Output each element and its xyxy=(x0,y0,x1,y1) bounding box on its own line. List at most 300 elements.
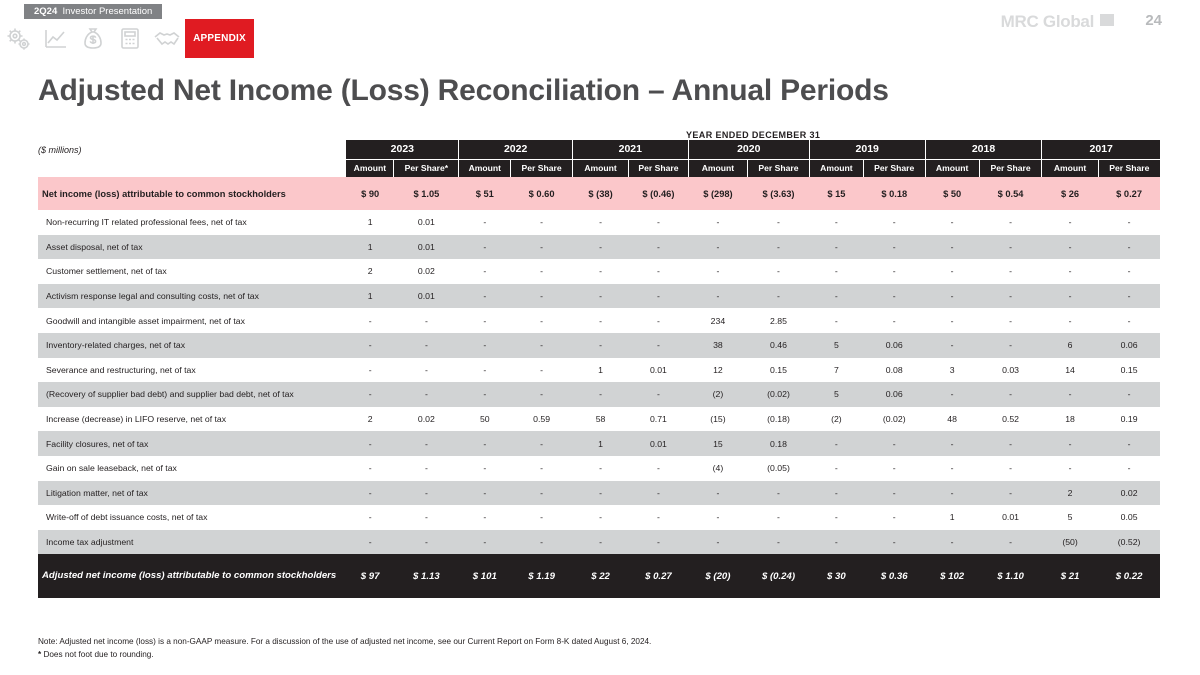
page-number: 24 xyxy=(1145,12,1162,29)
cell: - xyxy=(863,530,925,555)
cell: - xyxy=(925,530,979,555)
footnote-star-text: Does not foot due to rounding. xyxy=(41,649,154,659)
cell: 0.01 xyxy=(394,210,459,235)
sub-header-amount-2017: Amount xyxy=(1042,159,1098,177)
cell: $ 0.60 xyxy=(511,177,573,210)
cell: $ 0.22 xyxy=(1098,554,1160,598)
cell: - xyxy=(572,505,628,530)
handshake-icon xyxy=(148,19,185,58)
cell: - xyxy=(394,333,459,358)
table-row xyxy=(38,308,1160,333)
cell: - xyxy=(572,308,628,333)
cell: 0.18 xyxy=(748,431,810,456)
cell: 0.15 xyxy=(748,358,810,383)
cell: $ 1.05 xyxy=(394,177,459,210)
cell: 1 xyxy=(572,431,628,456)
cell: - xyxy=(629,382,689,407)
cell: $ 101 xyxy=(459,554,511,598)
page-title: Adjusted Net Income (Loss) Reconciliation – Annual Periods xyxy=(38,74,889,107)
row-label: Customer settlement, net of tax xyxy=(38,259,346,284)
cell: 0.03 xyxy=(979,358,1042,383)
cell: - xyxy=(979,481,1042,506)
row-label: (Recovery of supplier bad debt) and supplier bad debt, net of tax xyxy=(38,382,346,407)
sub-header-amount-2019: Amount xyxy=(809,159,863,177)
footnote-star-marker: * xyxy=(38,649,42,659)
cell: 0.08 xyxy=(863,358,925,383)
cell: $ 1.10 xyxy=(979,554,1042,598)
cell: $ (298) xyxy=(688,177,748,210)
cell: - xyxy=(688,235,748,260)
cell: 50 xyxy=(459,407,511,432)
cell: - xyxy=(1098,235,1160,260)
row-label: Net income (loss) attributable to common stockholders xyxy=(38,177,346,210)
table-row xyxy=(38,382,1160,407)
cell: 0.01 xyxy=(629,358,689,383)
cell: - xyxy=(572,456,628,481)
footnote-note: Note: Adjusted net income (loss) is a non-GAAP measure. For a discussion of the use of adjusted net income, see our Current Report on Form 8-K dated August 6, 2024. xyxy=(38,637,652,647)
cell: $ 22 xyxy=(572,554,628,598)
cell: - xyxy=(863,308,925,333)
cell: - xyxy=(809,530,863,555)
table-row xyxy=(38,530,1160,555)
cell: - xyxy=(459,382,511,407)
presentation-tab xyxy=(24,4,162,19)
cell: - xyxy=(459,210,511,235)
sub-header-amount-2021: Amount xyxy=(572,159,628,177)
sub-header-pershare-2018: Per Share xyxy=(979,159,1042,177)
cell: - xyxy=(809,431,863,456)
cell: - xyxy=(459,505,511,530)
net-income-row xyxy=(38,177,1160,210)
cell: - xyxy=(809,235,863,260)
sub-header-amount-2022: Amount xyxy=(459,159,511,177)
cell: - xyxy=(346,431,394,456)
period-header-row xyxy=(38,130,1160,140)
cell: 2 xyxy=(346,259,394,284)
cell: - xyxy=(809,456,863,481)
table-row xyxy=(38,284,1160,309)
cell: - xyxy=(1098,431,1160,456)
table-row xyxy=(38,333,1160,358)
cell: 1 xyxy=(346,284,394,309)
cell: $ 90 xyxy=(346,177,394,210)
cell: 12 xyxy=(688,358,748,383)
cell: $ 0.18 xyxy=(863,177,925,210)
cell: 5 xyxy=(809,333,863,358)
sub-header-amount-2020: Amount xyxy=(688,159,748,177)
cell: - xyxy=(394,431,459,456)
cell: - xyxy=(511,505,573,530)
cell: - xyxy=(511,358,573,383)
cell: (2) xyxy=(809,407,863,432)
cell: - xyxy=(1098,456,1160,481)
header-icon-strip xyxy=(0,19,254,58)
cell: 18 xyxy=(1042,407,1098,432)
row-label: Asset disposal, net of tax xyxy=(38,235,346,260)
cell: - xyxy=(394,358,459,383)
cell: 0.52 xyxy=(979,407,1042,432)
cell: - xyxy=(979,333,1042,358)
cell: - xyxy=(688,284,748,309)
cell: - xyxy=(748,530,810,555)
cell: - xyxy=(925,259,979,284)
appendix-badge: APPENDIX xyxy=(185,19,254,58)
cell: - xyxy=(1042,210,1098,235)
cell: - xyxy=(629,505,689,530)
cell: (0.02) xyxy=(863,407,925,432)
cell: - xyxy=(394,456,459,481)
cell: - xyxy=(1042,431,1098,456)
cell: - xyxy=(925,382,979,407)
cell: $ 21 xyxy=(1042,554,1098,598)
cell: - xyxy=(629,481,689,506)
cell: $ 0.36 xyxy=(863,554,925,598)
year-header-2018: 2018 xyxy=(925,140,1042,159)
table-row xyxy=(38,431,1160,456)
cell: - xyxy=(511,308,573,333)
year-header-2022: 2022 xyxy=(459,140,573,159)
cell: - xyxy=(1042,456,1098,481)
cell: - xyxy=(572,530,628,555)
cell: $ 50 xyxy=(925,177,979,210)
cell: 234 xyxy=(688,308,748,333)
cell: (50) xyxy=(1042,530,1098,555)
row-label: Goodwill and intangible asset impairment, net of tax xyxy=(38,308,346,333)
cell: - xyxy=(863,481,925,506)
cell: 0.06 xyxy=(1098,333,1160,358)
cell: (4) xyxy=(688,456,748,481)
sub-header-pershare-2020: Per Share xyxy=(748,159,810,177)
cell: 2 xyxy=(1042,481,1098,506)
cell: $ 0.27 xyxy=(1098,177,1160,210)
cell: - xyxy=(688,530,748,555)
cell: - xyxy=(1098,284,1160,309)
cell: - xyxy=(459,456,511,481)
cell: - xyxy=(346,505,394,530)
cell: 0.19 xyxy=(1098,407,1160,432)
cell: - xyxy=(748,259,810,284)
cell: - xyxy=(688,481,748,506)
cell: (2) xyxy=(688,382,748,407)
cell: - xyxy=(748,481,810,506)
cell: - xyxy=(511,431,573,456)
table-row xyxy=(38,259,1160,284)
table-row xyxy=(38,481,1160,506)
cell: (0.02) xyxy=(748,382,810,407)
cell: - xyxy=(1042,308,1098,333)
cell: 5 xyxy=(1042,505,1098,530)
adjusted-net-income-row xyxy=(38,554,1160,598)
cell: - xyxy=(394,505,459,530)
cell: - xyxy=(688,259,748,284)
cell: - xyxy=(629,284,689,309)
cell: 0.15 xyxy=(1098,358,1160,383)
cell: - xyxy=(459,431,511,456)
company-name: MRC Global xyxy=(1000,12,1094,31)
cell: - xyxy=(346,456,394,481)
cell: - xyxy=(979,308,1042,333)
cell: - xyxy=(459,333,511,358)
cell: - xyxy=(863,235,925,260)
cell: $ (20) xyxy=(688,554,748,598)
cell: - xyxy=(1098,259,1160,284)
cell: - xyxy=(925,210,979,235)
table-row xyxy=(38,210,1160,235)
cell: $ 26 xyxy=(1042,177,1098,210)
cell: 0.71 xyxy=(629,407,689,432)
row-label: Gain on sale leaseback, net of tax xyxy=(38,456,346,481)
cell: - xyxy=(979,431,1042,456)
cell: 15 xyxy=(688,431,748,456)
cell: - xyxy=(748,210,810,235)
cell: - xyxy=(809,505,863,530)
cell: 1 xyxy=(346,235,394,260)
tab-quarter: 2Q24 xyxy=(34,6,58,17)
cell: $ 0.27 xyxy=(629,554,689,598)
cell: - xyxy=(1042,235,1098,260)
calculator-icon xyxy=(111,19,148,58)
cell: 2.85 xyxy=(748,308,810,333)
cell: - xyxy=(979,259,1042,284)
row-label: Income tax adjustment xyxy=(38,530,346,555)
cell: $ 51 xyxy=(459,177,511,210)
cell: $ 1.19 xyxy=(511,554,573,598)
cell: - xyxy=(629,530,689,555)
sub-header-amount-2018: Amount xyxy=(925,159,979,177)
cell: - xyxy=(809,259,863,284)
cell: - xyxy=(925,431,979,456)
row-label: Inventory-related charges, net of tax xyxy=(38,333,346,358)
cell: - xyxy=(572,284,628,309)
cell: - xyxy=(629,308,689,333)
cell: 0.02 xyxy=(1098,481,1160,506)
cell: - xyxy=(1042,259,1098,284)
cell: - xyxy=(688,505,748,530)
cell: - xyxy=(925,284,979,309)
cell: 0.01 xyxy=(979,505,1042,530)
cell: - xyxy=(748,505,810,530)
cell: - xyxy=(748,284,810,309)
cell: - xyxy=(748,235,810,260)
cell: 0.46 xyxy=(748,333,810,358)
cell: - xyxy=(629,456,689,481)
sub-header-pershare-2017: Per Share xyxy=(1098,159,1160,177)
cell: - xyxy=(572,382,628,407)
cell: - xyxy=(979,530,1042,555)
cell: - xyxy=(979,456,1042,481)
year-header-2020: 2020 xyxy=(688,140,809,159)
cell: 1 xyxy=(925,505,979,530)
row-label: Non-recurring IT related professional fees, net of tax xyxy=(38,210,346,235)
cell: - xyxy=(1098,308,1160,333)
cell: - xyxy=(925,308,979,333)
cell: - xyxy=(809,481,863,506)
cell: - xyxy=(925,235,979,260)
cell: - xyxy=(394,308,459,333)
year-header-row xyxy=(38,140,1160,159)
cell: $ (3.63) xyxy=(748,177,810,210)
footnotes xyxy=(38,636,651,661)
cell: 7 xyxy=(809,358,863,383)
cell: - xyxy=(511,530,573,555)
cell: - xyxy=(863,259,925,284)
cell: - xyxy=(629,210,689,235)
row-label: Adjusted net income (loss) attributable to common stockholders xyxy=(38,554,346,598)
cell: - xyxy=(459,259,511,284)
cell: 0.01 xyxy=(629,431,689,456)
cell: - xyxy=(1098,382,1160,407)
table-row xyxy=(38,407,1160,432)
cell: 5 xyxy=(809,382,863,407)
row-label: Activism response legal and consulting costs, net of tax xyxy=(38,284,346,309)
table-row xyxy=(38,235,1160,260)
cell: $ (0.46) xyxy=(629,177,689,210)
cell: - xyxy=(572,333,628,358)
cell: - xyxy=(925,333,979,358)
year-header-2019: 2019 xyxy=(809,140,925,159)
cell: 0.02 xyxy=(394,259,459,284)
cell: 0.06 xyxy=(863,382,925,407)
cell: - xyxy=(394,530,459,555)
cell: - xyxy=(346,308,394,333)
cell: - xyxy=(629,333,689,358)
cell: (15) xyxy=(688,407,748,432)
cell: - xyxy=(346,481,394,506)
cell: - xyxy=(511,284,573,309)
cell: - xyxy=(809,308,863,333)
table-row xyxy=(38,456,1160,481)
cell: - xyxy=(572,235,628,260)
cell: 1 xyxy=(572,358,628,383)
year-header-2017: 2017 xyxy=(1042,140,1160,159)
cell: (0.18) xyxy=(748,407,810,432)
year-header-2021: 2021 xyxy=(572,140,688,159)
cell: - xyxy=(809,210,863,235)
row-label: Severance and restructuring, net of tax xyxy=(38,358,346,383)
company-logo xyxy=(1001,12,1114,32)
cell: - xyxy=(346,333,394,358)
cell: - xyxy=(459,308,511,333)
cell: - xyxy=(863,505,925,530)
cell: - xyxy=(629,235,689,260)
year-header-2023: 2023 xyxy=(346,140,459,159)
cell: - xyxy=(572,210,628,235)
cell: - xyxy=(459,481,511,506)
units-note: ($ millions) xyxy=(38,144,82,155)
slide-header xyxy=(0,0,1200,58)
row-label: Facility closures, net of tax xyxy=(38,431,346,456)
row-label: Litigation matter, net of tax xyxy=(38,481,346,506)
cell: - xyxy=(511,456,573,481)
cell: - xyxy=(809,284,863,309)
table-row xyxy=(38,358,1160,383)
cell: - xyxy=(346,358,394,383)
cell: (0.52) xyxy=(1098,530,1160,555)
cell: - xyxy=(459,284,511,309)
cell: 3 xyxy=(925,358,979,383)
cell: - xyxy=(979,235,1042,260)
cell: - xyxy=(1042,284,1098,309)
cell: - xyxy=(688,210,748,235)
cell: - xyxy=(925,456,979,481)
cell: - xyxy=(459,530,511,555)
cell: - xyxy=(1098,210,1160,235)
cell: - xyxy=(511,481,573,506)
cell: $ 102 xyxy=(925,554,979,598)
cell: - xyxy=(459,358,511,383)
cell: - xyxy=(572,259,628,284)
row-label: Write-off of debt issuance costs, net of tax xyxy=(38,505,346,530)
cell: 0.02 xyxy=(394,407,459,432)
cell: 38 xyxy=(688,333,748,358)
cell: - xyxy=(572,481,628,506)
cell: 1 xyxy=(346,210,394,235)
cell: 0.59 xyxy=(511,407,573,432)
cell: $ 97 xyxy=(346,554,394,598)
row-label: Increase (decrease) in LIFO reserve, net of tax xyxy=(38,407,346,432)
footnote-star-line xyxy=(38,649,651,661)
cell: $ 1.13 xyxy=(394,554,459,598)
cell: 0.06 xyxy=(863,333,925,358)
cell: - xyxy=(511,333,573,358)
tab-label: Investor Presentation xyxy=(62,6,153,17)
sub-header-pershare-2019: Per Share xyxy=(863,159,925,177)
cell: - xyxy=(511,210,573,235)
cell: - xyxy=(394,382,459,407)
cell: - xyxy=(346,530,394,555)
cell: - xyxy=(863,456,925,481)
cell: - xyxy=(459,235,511,260)
cell: - xyxy=(394,481,459,506)
money-bag-icon xyxy=(74,19,111,58)
cell: - xyxy=(1042,382,1098,407)
sub-header-pershare-2021: Per Share xyxy=(629,159,689,177)
cell: - xyxy=(863,210,925,235)
cell: - xyxy=(979,210,1042,235)
cell: - xyxy=(863,284,925,309)
cell: - xyxy=(511,259,573,284)
logo-mark-icon xyxy=(1100,14,1114,26)
cell: - xyxy=(511,382,573,407)
sub-header-pershare-2022: Per Share xyxy=(511,159,573,177)
cell: $ (38) xyxy=(572,177,628,210)
cell: - xyxy=(925,481,979,506)
cell: 0.01 xyxy=(394,284,459,309)
cell: 14 xyxy=(1042,358,1098,383)
cell: - xyxy=(511,235,573,260)
cell: 0.01 xyxy=(394,235,459,260)
sub-header-pershare-2023: Per Share* xyxy=(394,159,459,177)
cell: 0.05 xyxy=(1098,505,1160,530)
gears-icon xyxy=(0,19,37,58)
cell: $ (0.24) xyxy=(748,554,810,598)
reconciliation-table xyxy=(38,130,1160,598)
table-row xyxy=(38,505,1160,530)
sub-header-row xyxy=(38,159,1160,177)
cell: $ 15 xyxy=(809,177,863,210)
cell: - xyxy=(629,259,689,284)
cell: 2 xyxy=(346,407,394,432)
cell: 6 xyxy=(1042,333,1098,358)
cell: (0.05) xyxy=(748,456,810,481)
cell: 58 xyxy=(572,407,628,432)
sub-header-amount-2023: Amount xyxy=(346,159,394,177)
cell: - xyxy=(863,431,925,456)
chart-line-icon xyxy=(37,19,74,58)
cell: 48 xyxy=(925,407,979,432)
period-header: YEAR ENDED DECEMBER 31 xyxy=(686,130,821,140)
cell: - xyxy=(346,382,394,407)
